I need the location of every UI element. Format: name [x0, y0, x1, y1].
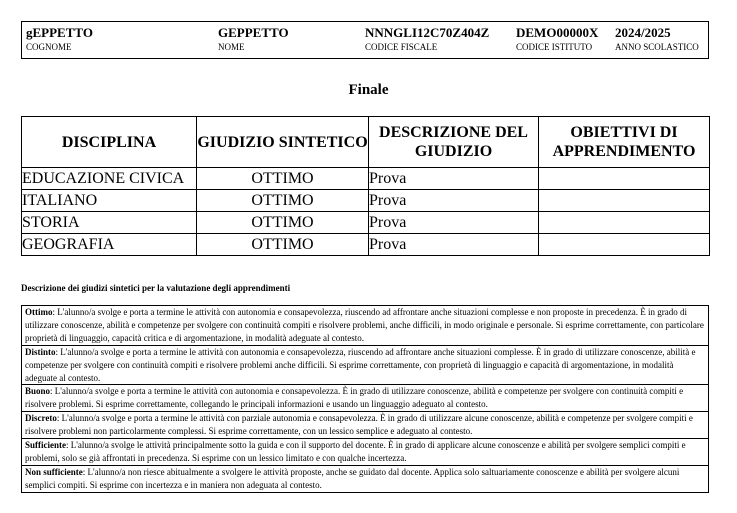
codice-istituto-cell: [516, 25, 598, 53]
table-row: [22, 190, 710, 212]
codice-fiscale-value: NNNGLI12C70Z404Z: [365, 25, 490, 40]
legend-title: Descrizione dei giudizi sintetici per la valutazione degli apprendimenti: [21, 283, 291, 293]
column-header-giudizio: GIUDIZIO SINTETICO: [197, 117, 369, 168]
legend-text: : L'alunno/a svolge e porta a termine le attività con autonomia e consapevolezza. È in grado di utilizzare conoscenze, abilità e competenze per svolgere con continuità compiti e risolvere problemi. Si esprime correttamente, collegando le principali informazioni e usando un linguaggio adeguato al contesto.: [25, 386, 684, 410]
codice-fiscale-cell: [365, 25, 489, 53]
legend-item-distinto: [22, 346, 708, 386]
giudizio-cell: OTTIMO: [197, 190, 369, 212]
legend-text: : L'alunno/a svolge e porta a termine le attività con parziale autonomia e consapevolezza. È in grado di utilizzare alcune conoscenze, abilità e competenze per svolgere compiti e risolvere problemi non particolarmente complessi. Si esprime correttamente, con un lessico semplice e adeguato al contesto.: [25, 413, 693, 437]
legend-text: : L'alunno/a svolge e porta a termine le attività con autonomia e consapevolezza, riuscendo ad affrontare anche situazioni complesse e non proposte in precedenza. È in grado di utilizzare conoscenze, abilità e competenze per svolgere con continuità compiti e risolvere problemi, anche difficili, in modo originale e personale. Si esprime correttamente, con particolare proprietà di linguaggio, capacità critica e di argomentazione, in modalità adeguate al contesto.: [25, 307, 704, 343]
descrizione-cell: Prova: [369, 234, 539, 256]
obiettivi-cell: [539, 234, 710, 256]
anno-scolastico-value: 2024/2025: [615, 25, 671, 40]
descrizione-cell: Prova: [369, 168, 539, 190]
column-header-disciplina: DISCIPLINA: [22, 117, 197, 168]
column-header-obiettivi: OBIETTIVI DI APPRENDIMENTO: [539, 117, 710, 168]
cognome-label: COGNOME: [26, 42, 72, 52]
codice-istituto-value: DEMO00000X: [516, 25, 599, 40]
descrizione-cell: Prova: [369, 190, 539, 212]
legend-item-non-sufficiente: [22, 466, 708, 492]
disciplina-cell: EDUCAZIONE CIVICA: [22, 168, 197, 190]
grades-table: [21, 116, 710, 256]
legend-term: Buono: [25, 386, 51, 397]
obiettivi-cell: [539, 190, 710, 212]
anno-scolastico-cell: [615, 25, 699, 53]
table-row: [22, 234, 710, 256]
student-header: [21, 21, 709, 59]
legend-item-buono: [22, 385, 708, 412]
nome-cell: [218, 25, 289, 53]
obiettivi-cell: [539, 212, 710, 234]
obiettivi-cell: [539, 168, 710, 190]
table-row: [22, 168, 710, 190]
giudizio-cell: OTTIMO: [197, 168, 369, 190]
codice-istituto-label: CODICE ISTITUTO: [516, 42, 593, 52]
legend-text: : L'alunno/a svolge le attività principalmente sotto la guida e con il supporto del docente. È in grado di applicare alcune conoscenze e abilità per svolgere semplici compiti e problemi, solo se già affrontati in precedenza. Si esprime con un lessico limitato e con qualche incertezza.: [25, 440, 686, 463]
cognome-value: gEPPETTO: [26, 25, 93, 40]
codice-fiscale-label: CODICE FISCALE: [365, 42, 438, 52]
section-title: Finale: [348, 82, 389, 98]
legend-item-sufficiente: [22, 439, 708, 466]
legend-text: : L'alunno/a svolge e porta a termine le attività con autonomia e consapevolezza, riuscendo ad affrontare anche situazioni complesse. È in grado di utilizzare conoscenze, abilità e competenze per svolgere con continuità compiti e risolvere problemi anche difficili. Si esprime correttamente, con proprietà di linguaggio e capacità di argomentazione, in modalità adeguate al contesto.: [25, 346, 696, 383]
column-header-descrizione: DESCRIZIONE DEL GIUDIZIO: [369, 117, 539, 168]
disciplina-cell: ITALIANO: [22, 190, 197, 212]
nome-value: GEPPETTO: [218, 25, 289, 40]
legend-item-discreto: [22, 412, 708, 439]
legend-term: Ottimo: [25, 307, 53, 317]
table-row: [22, 212, 710, 234]
legend-term: Discreto: [25, 413, 57, 424]
cognome-cell: [26, 25, 93, 53]
anno-scolastico-label: ANNO SCOLASTICO: [615, 42, 699, 52]
legend-text: : L'alunno/a non riesce abitualmente a svolgere le attività proposte, anche se guidato dal docente. Applica solo saltuariamente conoscenze e abilità per svolgere alcuni semplici compiti. Si esprime con incertezza e in maniera non adeguata al contesto.: [25, 466, 680, 490]
nome-label: NOME: [218, 42, 245, 52]
legend-box: [21, 305, 709, 493]
legend-term: Sufficiente: [25, 440, 66, 451]
descrizione-cell: Prova: [369, 212, 539, 234]
giudizio-cell: OTTIMO: [197, 212, 369, 234]
disciplina-cell: STORIA: [22, 212, 197, 234]
legend-item-ottimo: [22, 306, 708, 346]
legend-term: Distinto: [25, 346, 56, 357]
disciplina-cell: GEOGRAFIA: [22, 234, 197, 256]
giudizio-cell: OTTIMO: [197, 234, 369, 256]
table-header-row: [22, 117, 710, 168]
legend-term: Non sufficiente: [25, 466, 83, 477]
